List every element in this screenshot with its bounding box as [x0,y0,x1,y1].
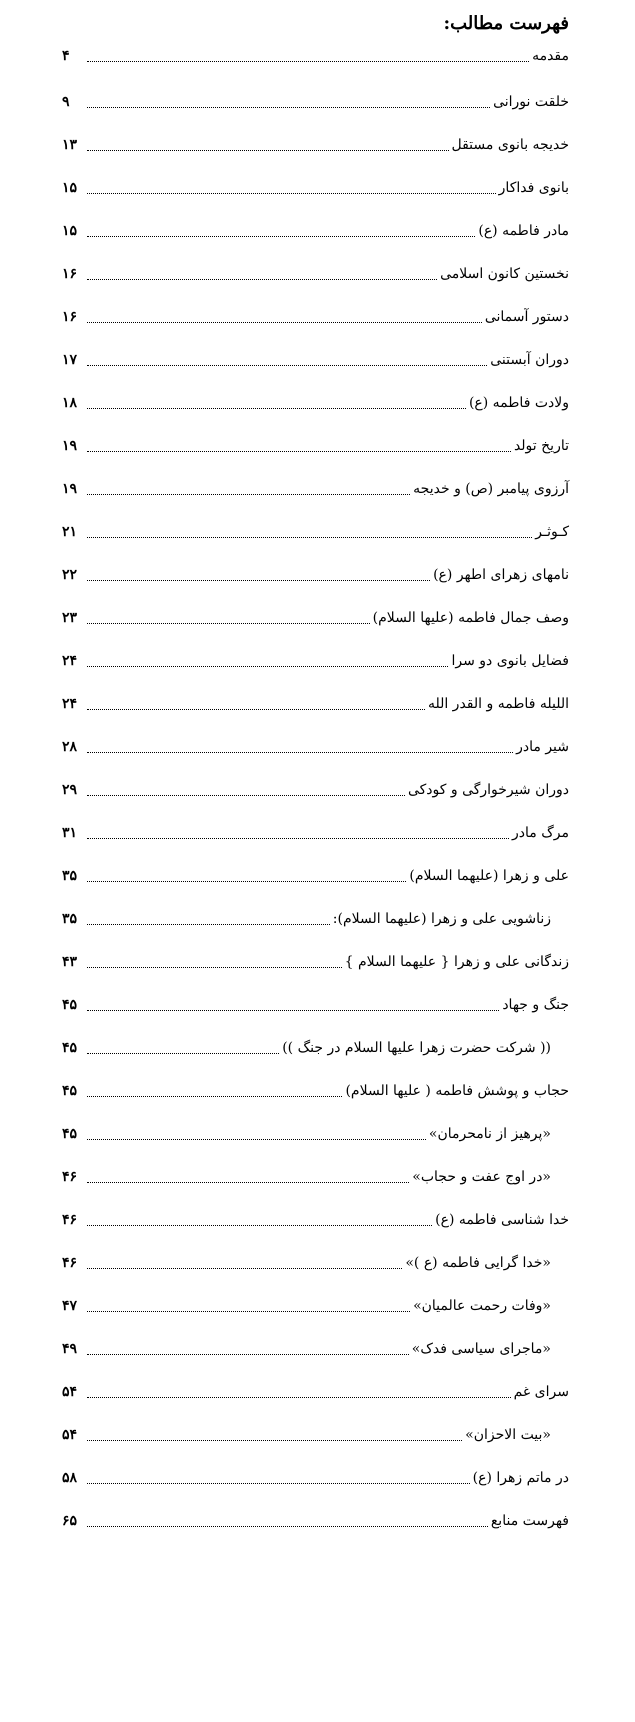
toc-entry[interactable] [62,1249,551,1273]
toc-page-number: ۳۱ [62,825,78,841]
dot-leader [87,795,405,796]
toc-entry[interactable] [62,1034,551,1058]
toc-entry[interactable] [62,432,569,456]
toc-entry-label: وصف جمال فاطمه (علیها السلام) [372,610,569,626]
toc-entry[interactable] [62,518,569,542]
toc-entry-label: دوران آبستنی [490,352,569,368]
toc-entry-label: حجاب و پوشش فاطمه ( علیها السلام) [345,1083,569,1099]
dot-leader [87,365,487,366]
toc-page-number: ۵۸ [62,1470,78,1486]
toc-entry-label: «وفات رحمت عالمیان» [413,1298,551,1314]
toc-entry-label: «ماجرای سیاسی فدک» [411,1341,551,1357]
toc-page-number: ۴۳ [62,954,78,970]
toc-entry[interactable] [62,948,569,972]
toc-page-number: ۳۵ [62,868,78,884]
toc-entry-label: تاریخ تولد [513,438,569,454]
toc-page-number: ۶۵ [62,1513,78,1529]
toc-page-number: ۴۶ [62,1169,78,1185]
toc-entry-label: «خدا گرایی فاطمه (ع )» [405,1255,551,1271]
dot-leader [87,924,330,925]
dot-leader [87,1053,279,1054]
dot-leader [87,1096,342,1097]
toc-page-number: ۵۴ [62,1427,78,1443]
toc-entry[interactable] [62,389,569,413]
toc-entry-label: زناشویی علی و زهرا (علیهما السلام): [332,911,551,927]
toc-entry[interactable] [62,1120,551,1144]
dot-leader [87,1526,488,1527]
toc-entry-label: در ماتم زهرا (ع) [472,1470,569,1486]
toc-entry[interactable] [62,819,569,843]
toc-entry-label: مرگ مادر [512,825,569,841]
toc-page-number: ۴۶ [62,1255,78,1271]
dot-leader [87,666,448,667]
toc-entry[interactable] [62,88,569,112]
toc-page-number: ۱۶ [62,266,78,282]
toc-entry[interactable] [62,303,569,327]
toc-entry-label: فضایل بانوی دو سرا [451,653,569,669]
toc-entry[interactable] [62,733,569,757]
toc-entry[interactable] [62,174,569,198]
dot-leader [87,1397,511,1398]
toc-page-number: ۲۸ [62,739,78,755]
toc-entry-label: جنگ و جهاد [502,997,569,1013]
toc-entry-label: بانوی فداکار [498,180,569,196]
toc-entry[interactable] [62,905,551,929]
toc-page-number: ۱۶ [62,309,78,325]
toc-entry[interactable] [62,862,569,886]
toc-entry[interactable] [62,991,569,1015]
toc-entry[interactable] [62,1421,551,1445]
dot-leader [87,1354,409,1355]
dot-leader [87,967,342,968]
toc-entry-label: «پرهیز از نامحرمان» [428,1126,551,1142]
toc-entry-label: خدیجه بانوی مستقل [451,137,569,153]
toc-entry-label: مادر فاطمه (ع) [478,223,569,239]
toc-entry-label: نخستین کانون اسلامی [440,266,569,282]
dot-leader [87,623,370,624]
toc-entry-label: «بیت الاحزان» [465,1427,551,1443]
toc-entry[interactable] [62,346,569,370]
toc-page-number: ۱۹ [62,481,78,497]
toc-page-number: ۲۹ [62,782,78,798]
toc-page-number: ۱۵ [62,223,78,239]
toc-entry[interactable] [62,1464,569,1488]
toc-entry[interactable] [62,690,569,714]
toc-page-number: ۱۹ [62,438,78,454]
toc-page-number: ۱۷ [62,352,78,368]
toc-entry[interactable] [62,1077,569,1101]
toc-entry-label: نامهای زهرای اطهر (ع) [433,567,569,583]
dot-leader [87,838,509,839]
toc-page-number: ۲۲ [62,567,78,583]
toc-page-number: ۴۹ [62,1341,78,1357]
dot-leader [87,408,466,409]
toc-entry[interactable] [62,1292,551,1316]
dot-leader [87,752,513,753]
toc-entry-label: مقدمه [532,48,569,64]
dot-leader [87,61,529,62]
toc-page-number: ۳۵ [62,911,78,927]
dot-leader [87,537,532,538]
dot-leader [87,580,430,581]
toc-page-number: ۲۴ [62,653,78,669]
toc-page-number: ۱۸ [62,395,78,411]
toc-page-number: ۹ [62,94,70,110]
toc-entry[interactable] [62,475,569,499]
toc-entry[interactable] [62,1507,569,1531]
toc-entry[interactable] [62,1335,551,1359]
toc-page-number: ۲۱ [62,524,78,540]
toc-entry[interactable] [62,561,569,585]
dot-leader [87,881,406,882]
toc-entry[interactable] [62,647,569,671]
dot-leader [87,494,410,495]
toc-page-number: ۱۵ [62,180,78,196]
toc-entry-label: سرای غم [513,1384,569,1400]
toc-entry[interactable] [62,1206,569,1230]
toc-page-number: ۴ [62,48,70,64]
toc-entry[interactable] [62,217,569,241]
toc-entry[interactable] [62,604,569,628]
toc-entry-label: زندگانی علی و زهرا { علیهما السلام } [344,954,569,970]
toc-entry[interactable] [62,260,569,284]
toc-page-number: ۵۴ [62,1384,78,1400]
toc-entry-label: دوران شیرخوارگی و کودکی [407,782,569,798]
toc-entry-label: آرزوی پیامبر (ص) و خدیجه [413,481,569,497]
toc-entry-label: دستور آسمانی [484,309,569,325]
dot-leader [87,709,425,710]
toc-entry-label: شیر مادر [516,739,569,755]
toc-page-number: ۴۵ [62,997,78,1013]
toc-page-number: ۴۶ [62,1212,78,1228]
toc-entry-label: خلقت نورانی [493,94,569,110]
dot-leader [87,1483,470,1484]
dot-leader [87,107,490,108]
dot-leader [87,1225,432,1226]
dot-leader [87,1139,426,1140]
toc-entry-label: «در اوج عفت و حجاب» [412,1169,551,1185]
toc-page-number: ۲۴ [62,696,78,712]
dot-leader [87,236,475,237]
toc-entry-label: فهرست منابع [490,1513,569,1529]
dot-leader [87,1311,410,1312]
toc-page-number: ۴۵ [62,1083,78,1099]
dot-leader [87,150,449,151]
dot-leader [87,1440,462,1441]
toc-entry-label: کـوثـر [535,524,569,540]
dot-leader [87,451,511,452]
toc-entry[interactable] [62,1163,551,1187]
toc-entry-label: (( شرکت حضرت زهرا علیها السلام در جنگ )) [282,1040,551,1056]
toc-page-number: ۴۵ [62,1126,78,1142]
toc-page-number: ۴۵ [62,1040,78,1056]
toc-page-number: ۲۳ [62,610,78,626]
dot-leader [87,1010,499,1011]
toc-entry[interactable] [62,776,569,800]
toc-entry[interactable] [62,131,569,155]
dot-leader [87,193,496,194]
toc-entry-label: علی و زهرا (علیهما السلام) [409,868,569,884]
toc-entry[interactable] [62,42,569,66]
toc-entry-label: اللیله فاطمه و القدر الله [427,696,569,712]
dot-leader [87,322,482,323]
toc-title: فهرست مطالب: [443,13,569,34]
toc-page-number: ۴۷ [62,1298,78,1314]
dot-leader [87,279,437,280]
toc-entry-label: ولادت فاطمه (ع) [468,395,569,411]
dot-leader [87,1182,409,1183]
dot-leader [87,1268,402,1269]
toc-entry[interactable] [62,1378,569,1402]
toc-page-number: ۱۳ [62,137,78,153]
toc-entry-label: خدا شناسی فاطمه (ع) [435,1212,569,1228]
